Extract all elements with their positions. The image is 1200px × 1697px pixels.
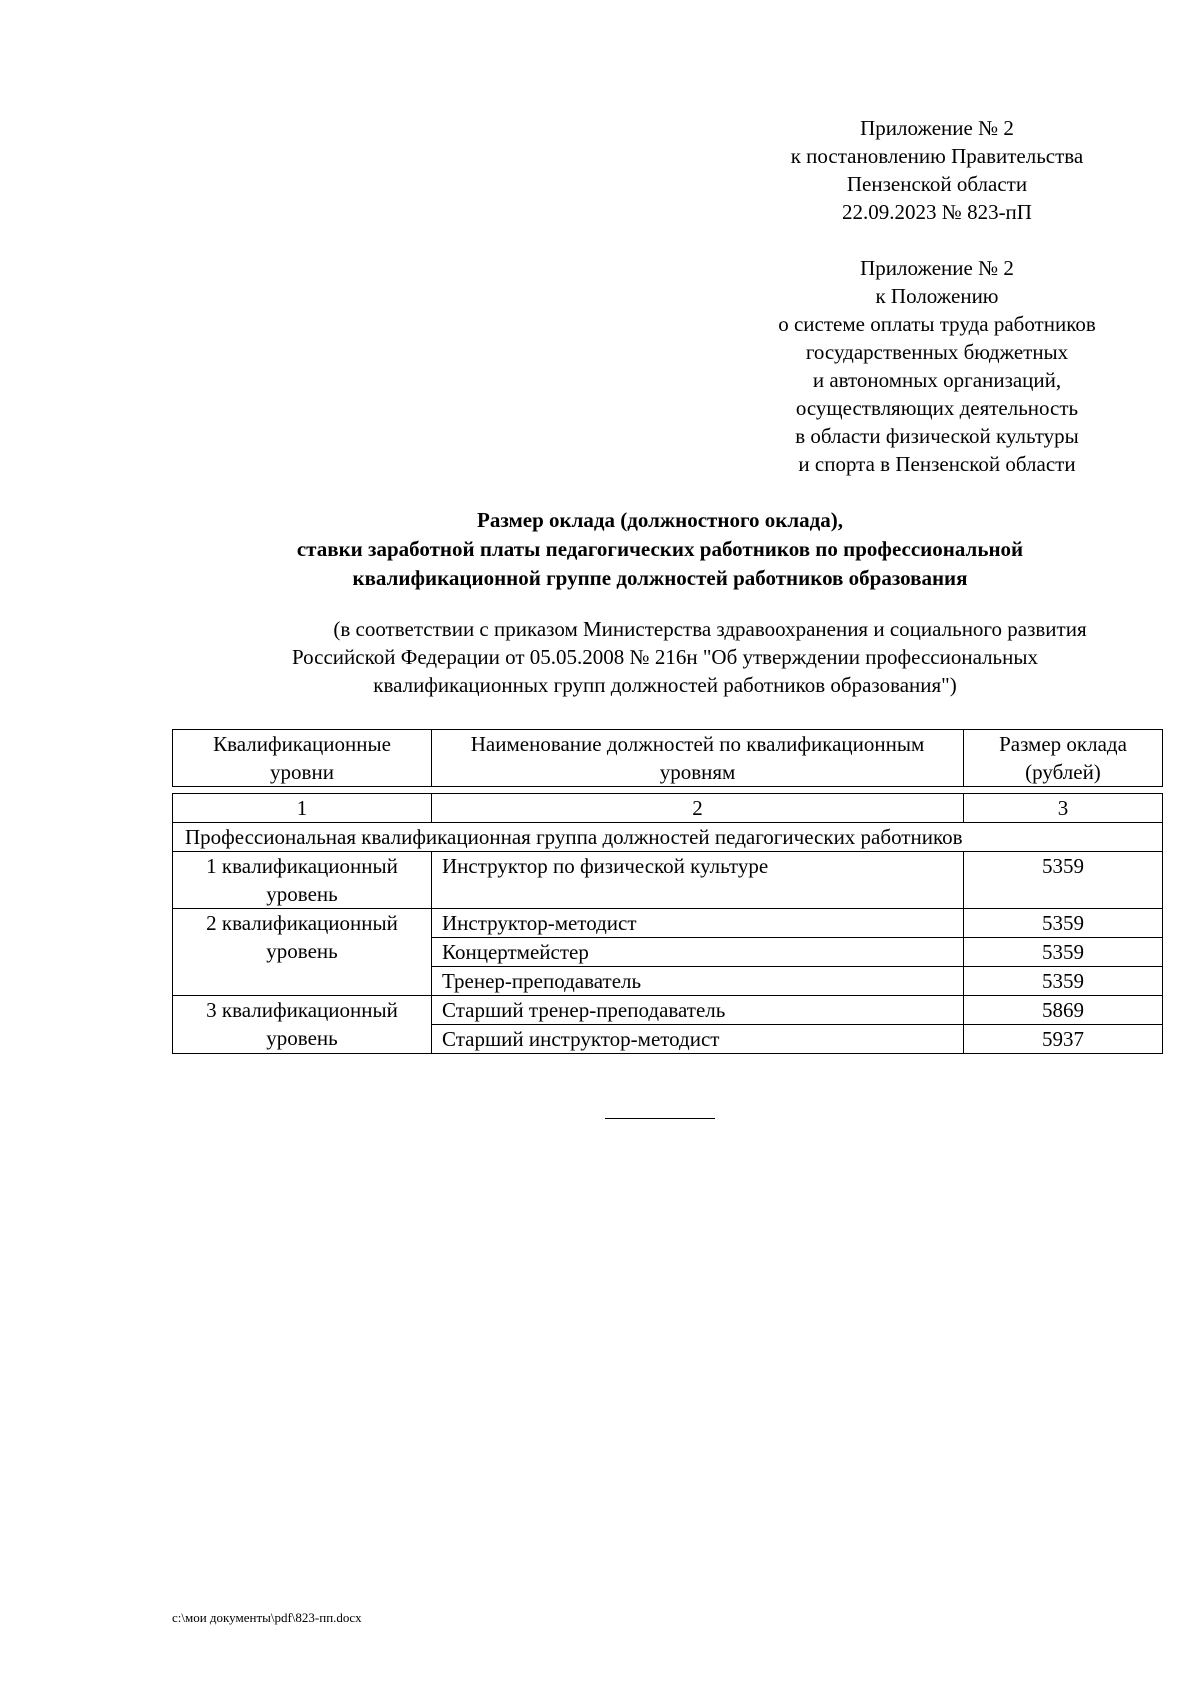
salary-table-header (172, 729, 1163, 787)
annex-line: и автономных организаций, (812, 368, 1062, 392)
annex-line: Приложение № 2 (860, 256, 1014, 280)
position-cell: Старший тренер-преподаватель (432, 996, 964, 1025)
document-title (160, 506, 1160, 593)
annex-line: 22.09.2023 № 823-пП (842, 200, 1032, 224)
document-subtitle (160, 615, 1170, 699)
position-cell: Старший инструктор-методист (432, 1025, 964, 1054)
annex-line: о системе оплаты труда работников (778, 312, 1096, 336)
group-title: Профессиональная квалификационная группа должностей педагогических работников (173, 823, 1163, 852)
table-row (173, 909, 1163, 938)
level-cell: 1 квалификационный уровень (173, 852, 432, 909)
annex-line: государственных бюджетных (805, 340, 1069, 364)
column-number: 2 (432, 794, 964, 823)
salary-cell: 5937 (964, 1025, 1163, 1054)
header-positions: Наименование должностей по квалификационным уровням (432, 730, 964, 787)
salary-cell: 5359 (964, 909, 1163, 938)
title-line: Размер оклада (должностного оклада), (477, 508, 843, 532)
subtitle-line: Российской Федерации от 05.05.2008 № 216н "Об утверждении профессиональных (291, 645, 1038, 669)
position-cell: Концертмейстер (432, 938, 964, 967)
header-salary: Размер оклада (рублей) (964, 730, 1163, 787)
annex-line: осуществляющих деятельность (795, 396, 1079, 420)
group-row (173, 823, 1163, 852)
column-number: 1 (173, 794, 432, 823)
level-cell: 3 квалификационный уровень (173, 996, 432, 1054)
salary-cell: 5869 (964, 996, 1163, 1025)
annex-regulation-block (752, 254, 1122, 478)
end-of-document-line (605, 1118, 715, 1119)
position-cell: Тренер-преподаватель (432, 967, 964, 996)
annex-line: и спорта в Пензенской области (798, 452, 1076, 476)
annex-line: в области физической культуры (795, 424, 1079, 448)
annex-line: к постановлению Правительства (790, 144, 1084, 168)
annex-line: Пензенской области (846, 172, 1028, 196)
number-row (173, 794, 1163, 823)
salary-table (172, 793, 1163, 1054)
subtitle-line: квалификационных групп должностей работников образования") (373, 673, 957, 697)
title-line: ставки заработной платы педагогических работников по профессиональной (296, 537, 1024, 561)
level-cell: 2 квалификационный уровень (173, 909, 432, 996)
salary-cell: 5359 (964, 967, 1163, 996)
table-row (173, 852, 1163, 909)
position-cell: Инструктор по физической культуре (432, 852, 964, 909)
annex-line: Приложение № 2 (860, 116, 1014, 140)
salary-cell: 5359 (964, 938, 1163, 967)
table-row (173, 996, 1163, 1025)
subtitle-line: (в соответствии с приказом Министерства здравоохранения и социального развития (333, 617, 1087, 641)
footer-file-path: c:\мои документы\pdf\823-пп.docx (172, 1610, 362, 1625)
annex-line: к Положению (875, 284, 999, 308)
title-line: квалификационной группе должностей работников образования (352, 566, 968, 590)
header-levels: Квалификационные уровни (173, 730, 432, 787)
position-cell: Инструктор-методист (432, 909, 964, 938)
salary-cell: 5359 (964, 852, 1163, 909)
column-number: 3 (964, 794, 1163, 823)
header-row (173, 730, 1163, 787)
annex-resolution-block (752, 114, 1122, 226)
